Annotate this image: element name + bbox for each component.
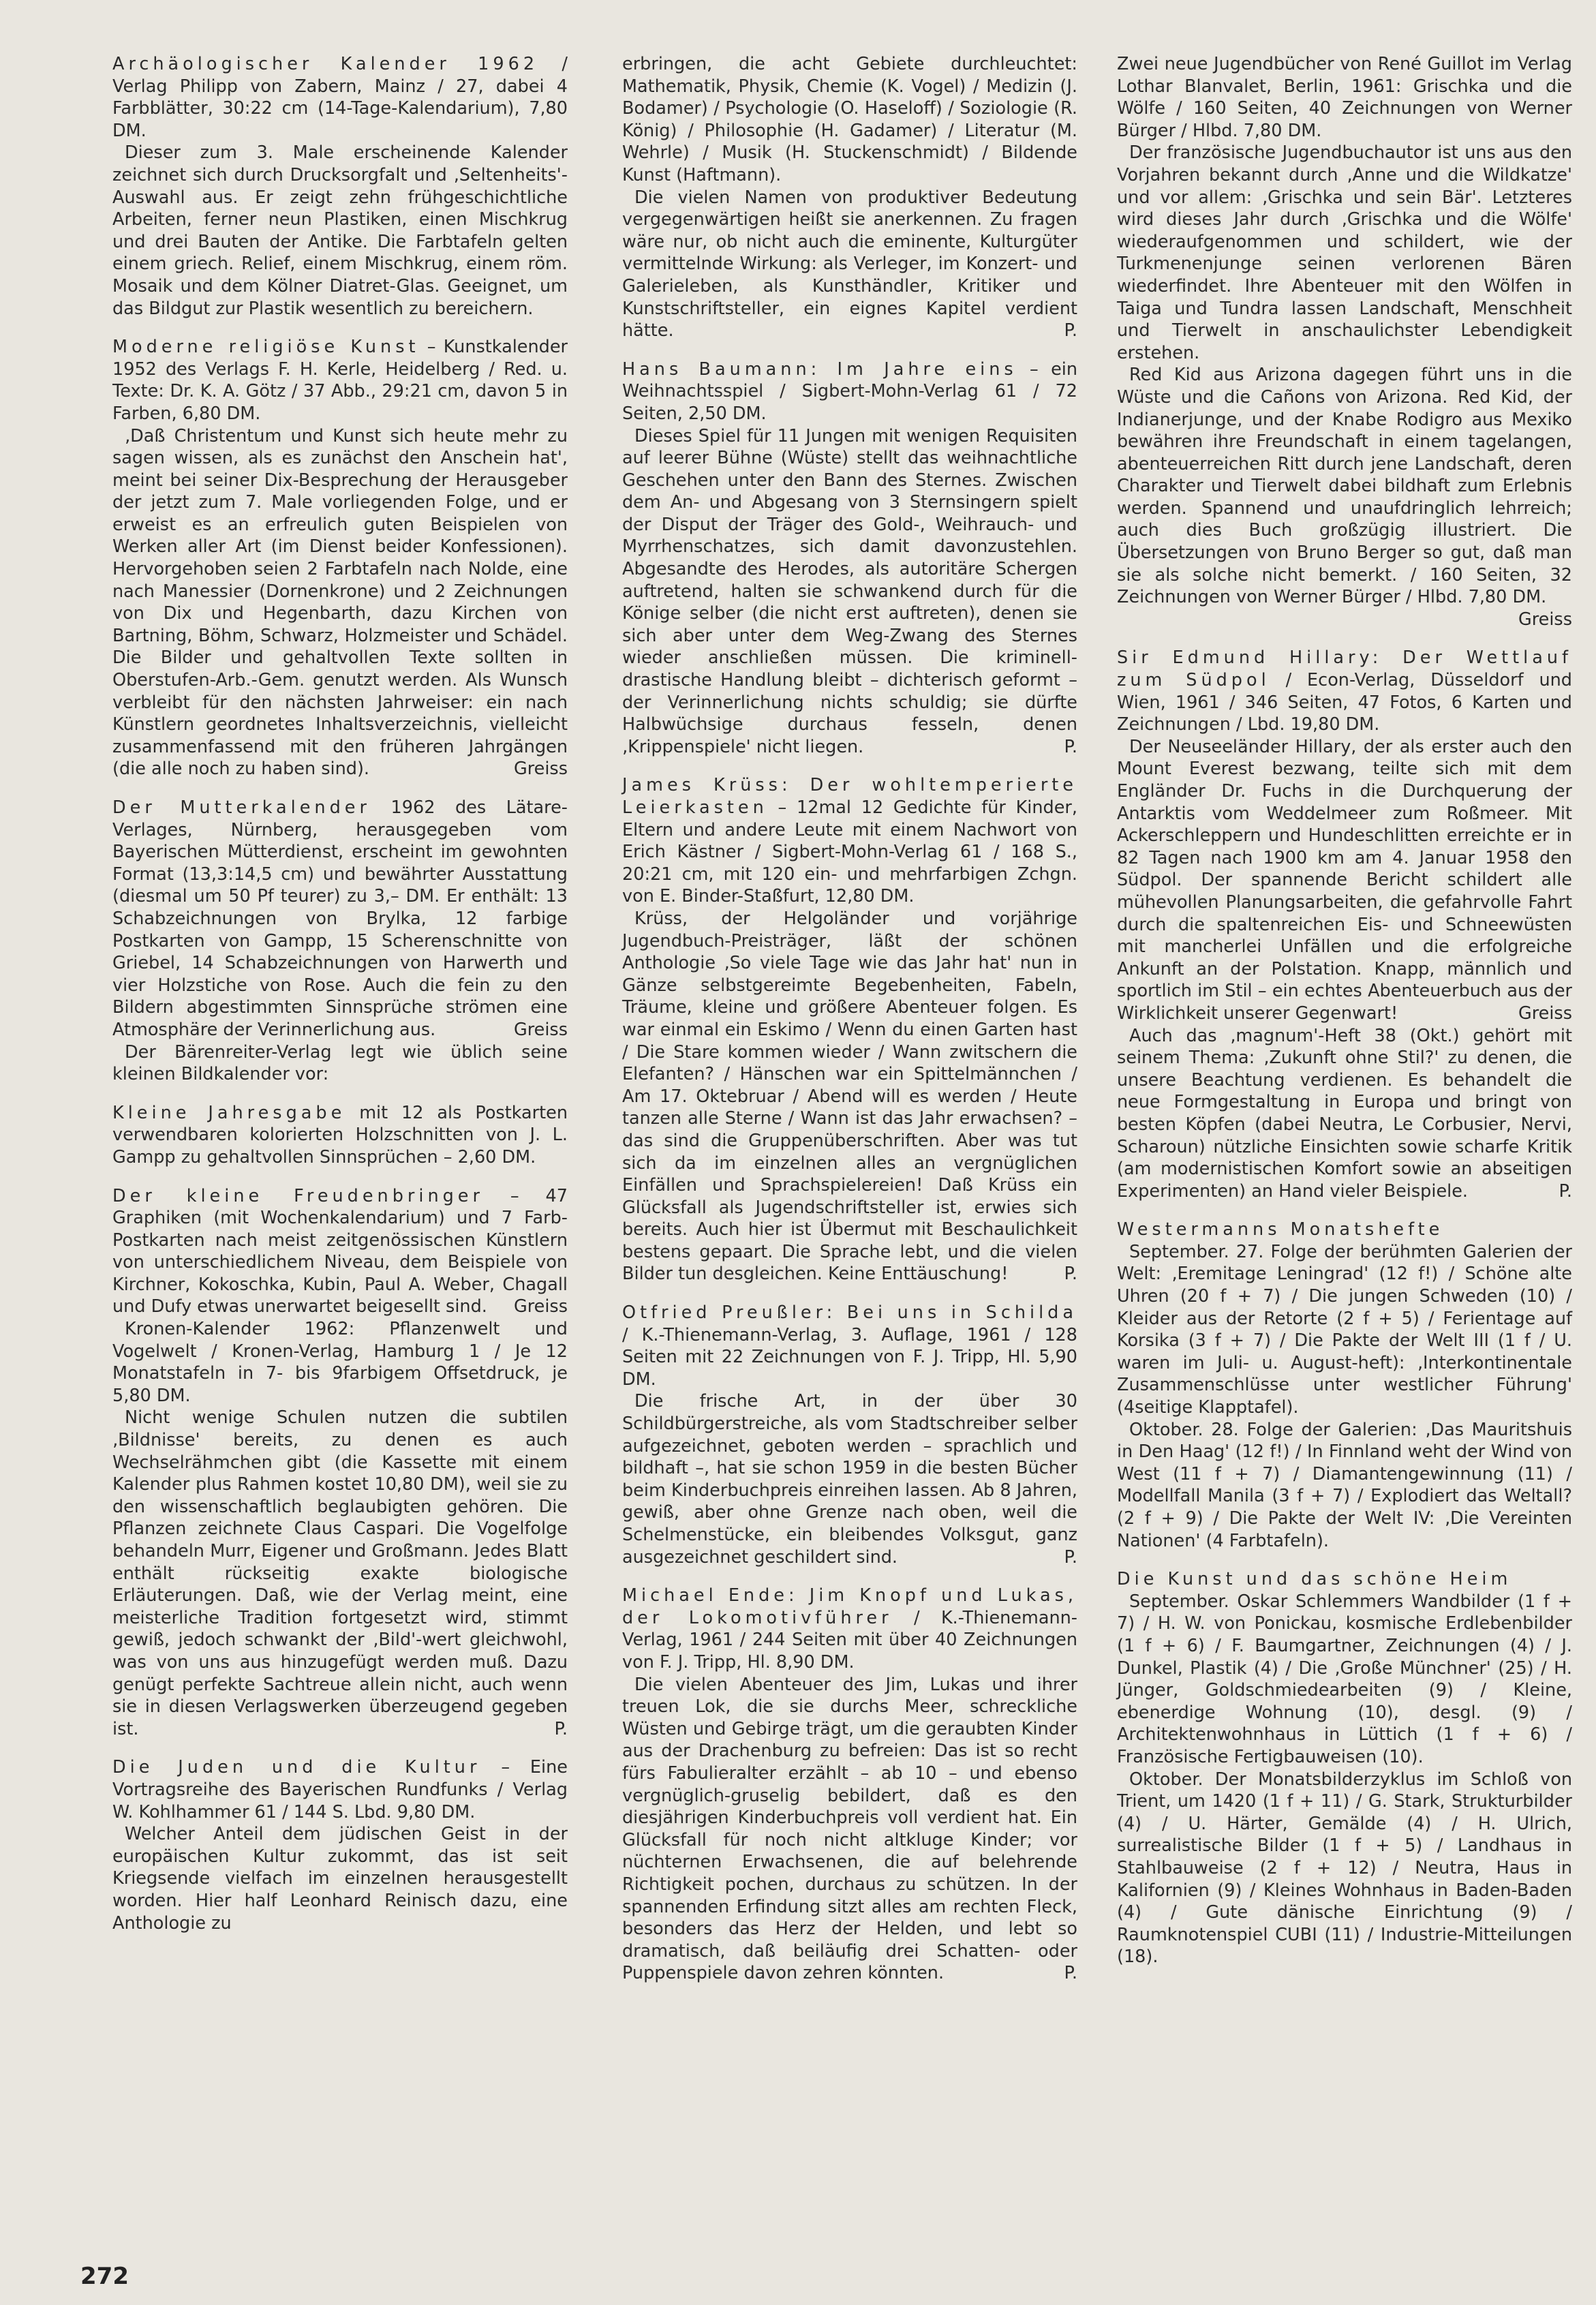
review-paragraph: [1117, 53, 1572, 142]
page-number: 272: [80, 2263, 129, 2290]
review-bibliographic-text: mit 12 als Postkarten verwendbaren kolorierten Holzschnitten von J. L. Gampp zu gehaltvollen Sinnsprüchen – 2,60 DM.: [112, 1102, 568, 1167]
review-title: James Krüss: Der wohltemperierte Leierkasten: [622, 775, 1077, 818]
review-title: Michael Ende: Jim Knopf und Lukas, der Lokomotivführer: [622, 1585, 1077, 1628]
reviewer-signature: P.: [1064, 736, 1077, 757]
column-right: [1117, 53, 1572, 1968]
review-paragraph: [112, 425, 568, 781]
review-title: Der Mutterkalender: [112, 797, 371, 818]
review-entry-heading: [622, 1585, 1077, 1673]
review-body-text: Oktober. 28. Folge der Galerien: ‚Das Mauritshuis in Den Haag' (12 f!) / In Finnland weht der Wind von West (11 f + 7) / Diamantengewinnung (11) / Modellfall Manila (3 f + 7) / Explodiert das Weltall? (2 f + 9) / Die Pakte der Welt IV: ‚Die Vereinten Nationen' (4 Farbtafeln).: [1117, 1419, 1572, 1551]
review-body-text: September. 27. Folge der berühmten Galerien der Welt: ‚Eremitage Leningrad' (12 f!) / Schöne alte Uhren (20 f + 7) / Die jungen Schweden (10) / Kleider aus der Retorte (2 f + 5) / Ferientage auf Korsika (3 f + 7) / Die Pakte der Welt III (1 f / U. waren im Juli- u. August-heft): ‚Interkontinentale Zusammenschlüsse unter westlicher Führung' (4seitige Klapptafel).: [1117, 1241, 1572, 1418]
review-paragraph: [622, 425, 1077, 759]
review-body-text: Zwei neue Jugendbücher von René Guillot im Verlag Lothar Blanvalet, Berlin, 1961: Grischka und die Wölfe / 160 Seiten, 40 Zeichnungen von Werner Bürger / Hlbd. 7,80 DM.: [1117, 54, 1572, 141]
review-title: Otfried Preußler: Bei uns in Schilda: [622, 1302, 1077, 1324]
review-paragraph: [112, 142, 568, 320]
review-paragraph: [622, 1674, 1077, 1985]
reviewer-signature: Greiss: [1518, 1003, 1572, 1024]
review-paragraph: [622, 53, 1077, 187]
review-paragraph: [622, 187, 1077, 342]
review-body-text: erbringen, die acht Gebiete durchleuchtet: Mathematik, Physik, Chemie (K. Vogel) / Medizin (J. Bodamer) / Psychologie (O. Haseloff) / Soziologie (R. König) / Philosophie (H. Gadamer) / Literatur (M. Wehrle) / Musik (H. Stuckenschmidt) / Bildende Kunst (Haftmann).: [622, 54, 1077, 185]
review-paragraph: [1117, 1025, 1572, 1203]
review-body-text: Die frische Art, in der über 30 Schildbürgerstreiche, als vom Stadtschreiber selber aufgezeichnet, geboten werden – sprachlich und bildhaft –, hat sie schon 1959 in die besten Bücher beim Kinderbuchpreis einreihen lassen. Ab 8 Jahren, gewiß, aber ohne Grenze nach oben, weil die Schelmenstücke, ein bleibendes Volksgut, ganz ausgezeichnet geschildert sind.: [622, 1391, 1077, 1568]
review-title: Hans Baumann: Im Jahre eins: [622, 358, 1017, 380]
review-paragraph: [112, 1823, 568, 1934]
column-left: [112, 53, 568, 1934]
review-paragraph: [1117, 736, 1572, 1025]
review-paragraph: [1117, 1419, 1572, 1553]
reviewer-signature: Greiss: [1518, 609, 1572, 630]
reviewer-signature: P.: [1559, 1180, 1572, 1202]
reviewer-signature: P.: [1064, 1546, 1077, 1568]
reviewer-signature: P.: [1064, 1963, 1077, 1984]
review-paragraph: [112, 1407, 568, 1740]
review-paragraph: [622, 1390, 1077, 1568]
review-bibliographic-text: / Verlag Philipp von Zabern, Mainz / 27, dabei 4 Farbblätter, 30:22 cm (14-Tage-Kalendarium), 7,80 DM.: [112, 54, 568, 141]
review-body-text: Der Neuseeländer Hillary, der als erster auch den Mount Everest bezwang, teilte sich mit dem Engländer Dr. Fuchs in die Durchquerung der Antarktis vom Weddelmeer zum Roßmeer. Mit Ackerschleppern und Hundeschlitten erreichte er in 82 Tagen nach 1900 km am 4. Januar 1958 den Südpol. Der spannende Bericht schildert alle mühevollen Planungsarbeiten, die gefahrvolle Fahrt durch die spaltenreichen Eis- und Schneewüsten mit mancherlei Unfällen und die erfolgreiche Ankunft an der Polstation. Knapp, männlich und sportlich im Stil – ein echtes Abenteuerbuch aus der Wirklichkeit unserer Gegenwart!: [1117, 736, 1572, 1024]
reviewer-signature: Greiss: [513, 759, 568, 780]
review-title: Der kleine Freudenbringer: [112, 1185, 484, 1206]
review-body-text: Die vielen Namen von produktiver Bedeutung vergegenwärtigen heißt sie anerkennen. Zu fragen wäre nur, ob nicht auch die eminente, Kulturgüter vermittelnde Wirkung: als Verleger, im Konzert- und Galerieleben, als Kunsthändler, Kritiker und Kunstschriftsteller, ein eignes Kapitel verdient hätte.: [622, 187, 1077, 341]
review-bibliographic-text: / K.-Thienemann-Verlag, 1961 / 244 Seiten mit über 40 Zeichnungen von F. J. Tripp, Hl. 8,90 DM.: [622, 1607, 1077, 1673]
review-entry-heading: [1117, 647, 1572, 735]
review-body-text: September. Oskar Schlemmers Wandbilder (1 f + 7) / H. W. von Ponickau, kosmische Erdlebenbilder (1 f + 6) / F. Baumgartner, Zeichnungen (4) / J. Dunkel, Plastik (4) / Die ‚Große Münchner' (25) / H. Jünger, Goldschmiedearbeiten (9) / Kleine, ebenerdige Wohnung (10), desgl. (9) / Architektenwohnhaus in Lüttich (1 f + 6) / Französische Fertigbauweisen (10).: [1117, 1591, 1572, 1767]
reviewer-signature: P.: [554, 1718, 568, 1739]
review-entry-heading: [622, 358, 1077, 425]
review-bibliographic-text: / Econ-Verlag, Düsseldorf und Wien, 1961 / 346 Seiten, 47 Fotos, 6 Karten und Zeichnungen / Lbd. 19,80 DM.: [1117, 670, 1572, 735]
reviewer-signature: P.: [1064, 1264, 1077, 1285]
review-entry-heading: [1117, 1219, 1572, 1241]
review-paragraph: [1117, 142, 1572, 364]
column-middle: [622, 53, 1077, 1985]
review-paragraph: [622, 908, 1077, 1285]
review-bibliographic-text: – 47 Graphiken (mit Wochenkalendarium) und 7 Farb-Postkarten nach meist zeitgenössischen Künstlern von unterschiedlichem Niveau, dem Beispiele von Kirchner, Kokoschka, Kubin, Paul A. Weber, Chagall und Dufy etwas unerwartet beigesellt sind.: [112, 1185, 568, 1317]
review-body-text: Dieser zum 3. Male erscheinende Kalender zeichnet sich durch Drucksorgfalt und ‚Seltenheits'-Auswahl aus. Er zeigt zehn frühgeschichtliche Arbeiten, ferner neun Plastiken, einen Mischkrug und drei Bauten der Antike. Die Farbtafeln gelten einem griech. Relief, einem Mischkrug, einem röm. Mosaik und dem Kölner Diatret-Glas. Geeignet, um das Bildgut zur Plastik wesentlich zu bereichern.: [112, 142, 568, 319]
review-bibliographic-text: – ein Weihnachtsspiel / Sigbert-Mohn-Verlag 61 / 72 Seiten, 2,50 DM.: [622, 358, 1077, 424]
review-paragraph: [1117, 364, 1572, 630]
review-entry-heading: [1117, 1568, 1572, 1591]
review-entry-heading: [112, 1756, 568, 1823]
reviewer-signature: P.: [1064, 320, 1077, 341]
review-entry-heading: [622, 1302, 1077, 1390]
review-paragraph: [1117, 1591, 1572, 1769]
review-title: Moderne religiöse Kunst: [112, 337, 420, 358]
review-body-text: Oktober. Der Monatsbilderzyklus im Schloß von Trient, um 1420 (1 f + 11) / G. Stark, Strukturbilder (4) / U. Härter, Gemälde (4) / H. Ulrich, surrealistische Bilder (1 f + 5) / Landhaus in Stahlbauweise (2 f + 12) / Neutra, Haus in Kalifornien (9) / Kleines Wohnhaus in Baden-Baden (4) / Gute dänische Einrichtung (9) / Raumknotenspiel CUBI (11) / Industrie-Mitteilungen (18).: [1117, 1769, 1572, 1968]
review-body-text: Der Bärenreiter-Verlag legt wie üblich seine kleinen Bildkalender vor:: [112, 1041, 568, 1085]
review-entry-heading: [112, 1185, 568, 1319]
review-title: Die Kunst und das schöne Heim: [1117, 1569, 1512, 1590]
review-bibliographic-text: – 12mal 12 Gedichte für Kinder, Eltern und andere Leute mit einem Nachwort von Erich Kästner / Sigbert-Mohn-Verlag 61 / 168 S., 20:21 cm, mit 120 ein- und mehrfarbigen Zchgn. von E. Binder-Staßfurt, 12,80 DM.: [622, 797, 1077, 907]
reviewer-signature: Greiss: [513, 1019, 568, 1040]
review-entry-heading: [112, 336, 568, 425]
review-body-text: Nicht wenige Schulen nutzen die subtilen ‚Bildnisse' bereits, zu denen es auch Wechselrähmchen gibt (die Kassette mit einem Kalender plus Rahmen kostet 10,80 DM), weil sie zu den wissenschaftlich beglaubigten gehören. Die Pflanzen zeichnete Claus Caspari. Die Vogelfolge behandeln Murr, Eigener und Großmann. Jedes Blatt enthält rückseitig exakte biologische Erläuterungen. Daß, wie der Verlag meint, eine meisterliche Tradition fortgesetzt wird, stimmt gewiß, jedoch schwankt der ‚Bild'-wert gleichwohl, was von uns aus hinzugefügt werden muß. Dazu genügt perfekte Sachtreue allein nicht, auch wenn sie in diesen Verlagswerken überzeugend gegeben ist.: [112, 1407, 568, 1739]
review-paragraph: [112, 1318, 568, 1407]
review-body-text: Red Kid aus Arizona dagegen führt uns in die Wüste und die Cañons von Arizona. Red Kid, der Indianerjunge, und der Knabe Rodigro aus Mexiko bewähren ihre Freundschaft in einem tagelangen, abenteuerreichen Ritt durch jene Landschaft, deren Charakter und Tierwelt dabei bildhaft zum Erlebnis werden. Spannend und unaufdringlich lehrreich; auch dies Buch großzügig illustriert. Die Übersetzungen von Bruno Berger so gut, daß man sie als solche nicht bemerkt. / 160 Seiten, 32 Zeichnungen von Werner Bürger / Hlbd. 7,80 DM.: [1117, 365, 1572, 608]
review-body-text: Welcher Anteil dem jüdischen Geist in der europäischen Kultur zukommt, das ist seit Kriegsende vielfach im einzelnen herausgestellt worden. Hier half Leonhard Reinisch dazu, eine Anthologie zu: [112, 1824, 568, 1934]
review-body-text: Krüss, der Helgoländer und vorjährige Jugendbuch-Preisträger, läßt der schönen Anthologie ‚So viele Tage wie das Jahr hat' nun in Gänze selbstgereimte Begebenheiten, Fabeln, Träume, kleine und größere Abenteuer folgen. Es war einmal ein Eskimo / Wenn du einen Garten hast / Die Stare kommen wieder / Wann zwitschern die Elefanten? / Hänschen war ein Spittelmännchen / Am 17. Oktebruar / Abend will es werden / Heute tanzen alle Sterne / Wann ist das Jahr erwachsen? – das sind die Gruppenüberschriften. Aber was tut sich da im einzelnen alles an vergnüglichen Einfällen und Sprachspielereien! Daß Krüss ein Glücksfall als Jugendschriftsteller ist, erwies sich bereits. Auch hier ist Übermut mit Beschaulichkeit bestens gepaart. Die Sprache lebt, und die vielen Bilder tun desgleichen. Keine Enttäuschung!: [622, 908, 1077, 1285]
review-entry-heading: [112, 1102, 568, 1169]
review-bibliographic-text: – Kunstkalender 1952 des Verlags F. H. Kerle, Heidelberg / Red. u. Texte: Dr. K. A. Götz / 37 Abb., 29:21 cm, davon 5 in Farben, 6,80 DM.: [112, 337, 568, 424]
review-body-text: Der französische Jugendbuchautor ist uns aus den Vorjahren bekannt durch ‚Anne und die Wildkatze' und vor allem: ‚Grischka und sein Bär'. Letzteres wird dieses Jahr durch ‚Grischka und die Wölfe' wiederaufgenommen und schildert, wie der Turkmenenjunge seinen verlorenen Bären wiederfindet. Ihre Abenteuer mit den Wölfen in Taiga und Tundra lassen Landschaft, Menschheit und Tierwelt in anschaulichster Lebendigkeit erstehen.: [1117, 142, 1572, 363]
review-title: Westermanns Monatshefte: [1117, 1219, 1444, 1240]
review-body-text: Auch das ‚magnum'-Heft 38 (Okt.) gehört mit seinem Thema: ‚Zukunft ohne Stil?' zu denen, die unsere Beachtung verdienen. Es behandelt die neue Formgestaltung in Europa und bringt von besten Köpfen (dabei Neutra, Le Corbusier, Nervi, Scharoun) nützliche Einsichten sowie scharfe Kritik (am modernistischen Komfort sowie an abseitigen Experimenten) an Hand vieler Beispiele.: [1117, 1025, 1572, 1202]
review-entry-heading: [112, 53, 568, 142]
review-bibliographic-text: 1962 des Lätare-Verlages, Nürnberg, herausgegeben vom Bayerischen Mütterdienst, erscheint im gewohnten Format (13,3:14,5 cm) und bewährter Ausstattung (diesmal um 50 Pf teurer) zu 3,– DM. Er enthält: 13 Schabzeichnungen von Brylka, 12 farbige Postkarten von Gampp, 15 Scherenschnitte von Griebel, 14 Schabzeichnungen von Harwerth und vier Holzstiche von Rose. Auch die fein zu den Bildern abgestimmten Sinnsprüche strömen eine Atmosphäre der Verinnerlichung aus.: [112, 797, 568, 1040]
review-body-text: Kronen-Kalender 1962: Pflanzenwelt und Vogelwelt / Kronen-Verlag, Hamburg 1 / Je 12 Monatstafeln in 7- bis 9farbigem Offsetdruck, je 5,80 DM.: [112, 1319, 568, 1406]
review-paragraph: [112, 1041, 568, 1086]
review-body-text: Dieses Spiel für 11 Jungen mit wenigen Requisiten auf leerer Bühne (Wüste) stellt das weihnachtliche Geschehen unter den Bann des Sternes. Zwischen dem An- und Abgesang von 3 Sternsingern spielt der Disput der Träger des Gold-, Weihrauch- und Myrrhenschatzes, sich damit davonzustehlen. Abgesandte des Herodes, als autoritäre Schergen auftretend, halten sie schwankend durch für die Könige selber (die nicht erst auftreten), denen sie sich aber unter dem Weg-Zwang des Sternes wieder anschließen müssen. Die kriminell-drastische Handlung bleibt – dichterisch geformt – der Verinnerlichung nichts schuldig; sie dürfte Halbwüchsige durchaus fesseln, denen ‚Krippenspiele' nicht liegen.: [622, 425, 1077, 757]
review-title: Archäologischer Kalender 1962: [112, 54, 539, 74]
reviewer-signature: Greiss: [513, 1296, 568, 1317]
review-entry-heading: [112, 797, 568, 1041]
review-bibliographic-text: – Eine Vortragsreihe des Bayerischen Rundfunks / Verlag W. Kohlhammer 61 / 144 S. Lbd. 9,80 DM.: [112, 1757, 568, 1822]
review-paragraph: [1117, 1769, 1572, 1968]
review-bibliographic-text: / K.-Thienemann-Verlag, 3. Auflage, 1961 / 128 Seiten mit 22 Zeichnungen von F. J. Tripp, Hl. 5,90 DM.: [622, 1324, 1077, 1390]
review-body-text: ‚Daß Christentum und Kunst sich heute mehr zu sagen wissen, als es zunächst den Anschein hat', meint bei seiner Dix-Besprechung der Herausgeber der jetzt zum 7. Male vorliegenden Folge, und er erweist es an erfreulich guten Beispielen von Werken aller Art (im Dienst beider Konfessionen). Hervorgehoben seien 2 Farbtafeln nach Nolde, eine nach Manessier (Dornenkrone) und 2 Zeichnungen von Dix und Hegenbarth, dazu Kirchen von Bartning, Böhm, Schwarz, Holzmeister und Schädel. Die Bilder und gehaltvollen Texte sollten in Oberstufen-Arb.-Gem. genutzt werden. Als Wunsch verbleibt für den nächsten Jahrweiser: ein nach Künstlern geordnetes Inhaltsverzeichnis, vielleicht zusammenfassend mit den früheren Jahrgängen (die alle noch zu haben sind).: [112, 425, 568, 780]
review-paragraph: [1117, 1241, 1572, 1419]
review-title: Kleine Jahresgabe: [112, 1102, 346, 1123]
review-entry-heading: [622, 774, 1077, 908]
review-title: Sir Edmund Hillary: Der Wettlauf zum Südpol: [1117, 647, 1572, 691]
review-title: Die Juden und die Kultur: [112, 1757, 481, 1778]
review-body-text: Die vielen Abenteuer des Jim, Lukas und ihrer treuen Lok, die sie durchs Meer, schreckliche Wüsten und Gebirge trägt, um die geraubten Kinder aus der Drachenburg zu befreien: Das ist so recht fürs Fabulieralter erzählt – ab 10 – und ebenso vergnüglich-gruselig bebildert, daß es den diesjährigen Kinderbuchpreis voll verdient hat. Ein Glücksfall für noch nicht altkluge Kinder; vor nüchternen Erwachsenen, die auf belehrende Richtigkeit pochen, durchaus zu schützen. In der spannenden Erfindung sitzt alles am rechten Fleck, besonders das Herz der Helden, und lebt so dramatisch, daß beiläufig drei Schatten- oder Puppenspiele davon zehren könnten.: [622, 1674, 1077, 1984]
